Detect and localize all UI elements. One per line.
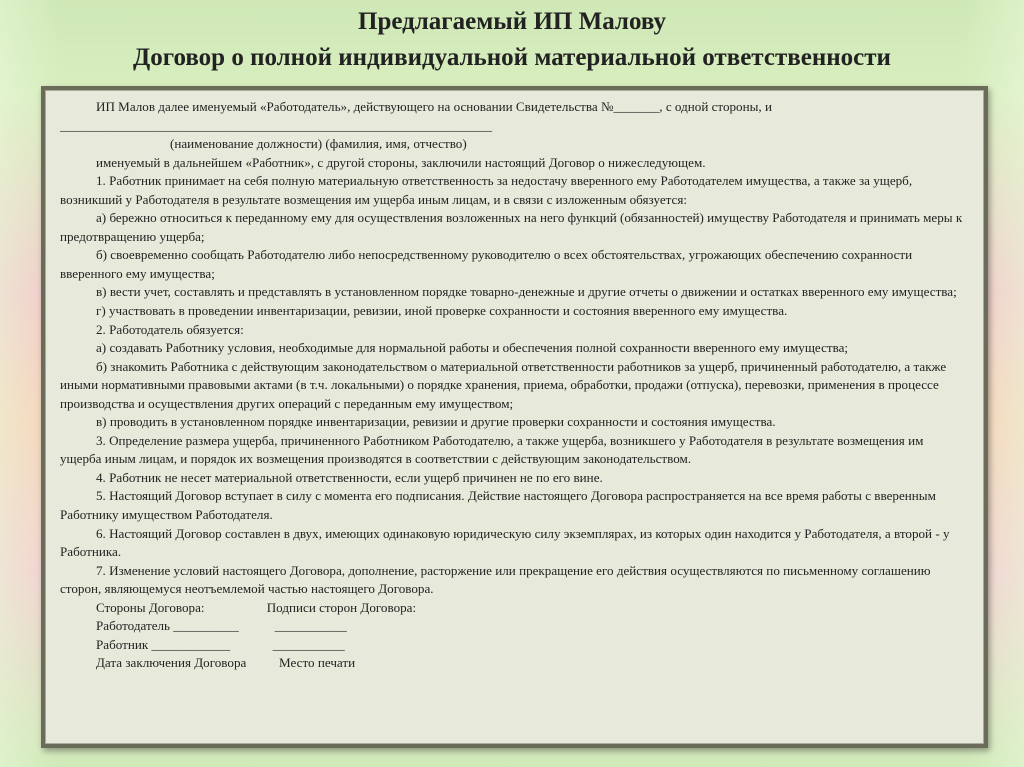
clause-1c: в) вести учет, составлять и представлять в установленном порядке товарно-денежные и другие отчеты о движении и остатках вверенного ему имущества; [96,284,957,300]
clause-1d: г) участвовать в проведении инвентаризации, ревизии, иной проверке сохранности и состояния вверенного ему имущества. [96,303,788,319]
contract-text [45,90,984,744]
clause-1: 1. Работник принимает на себя полную материальную ответственность за недостачу вверенного ему Работодателем имущества, а также за ущерб, возникший у Работодателя в результате возмещения им ущерба иным лицам, и в связи с изложенным обязуется: [60,173,913,207]
clause-1a: а) бережно относиться к переданному ему для осуществления возложенных на него функций (обязанностей) имуществу Работодателя и принимать меры к предотвращению ущерба; [60,210,963,244]
clause-2a: а) создавать Работнику условия, необходимые для нормальной работы и обеспечения полной сохранности вверенного ему имущества; [96,340,849,356]
clause-2b: б) знакомить Работника с действующим законодательством о материальной ответственности работников за ущерб, причиненный работодателю, а также иными нормативными правовыми актами (в т.ч. локальными) о порядке хранения, приема, обработки, продажи (отпуска), перевозки, применения в процессе производства и осуществления других операций с переданным ему имуществом; [60,358,947,411]
clause-3: 3. Определение размера ущерба, причиненного Работником Работодателю, а также ущерба, возникшего у Работодателя в результате возмещения им ущерба иным лицам, и порядок их возмещения производятся в соответствии с действующим законодательством. [60,432,924,467]
clause-7: 7. Изменение условий настоящего Договора, дополнение, расторжение или прекращение его действия осуществляются по письменному соглашению сторон, являющемуся неотъемлемой частью настоящего Договора. [60,562,931,597]
position-caption: (наименование должности) (фамилия, имя, отчество) [170,136,467,152]
signature-employer: Работодатель __________ ___________ [96,618,347,634]
clause-1b: б) своевременно сообщать Работодателю либо непосредственному руководителю о всех обстоятельствах, угрожающих обеспечению сохранности вверенного ему имущества; [60,247,913,281]
clause-2c: в) проводить в установленном порядке инвентаризации, ревизии и другие проверки сохранности и состояния имущества. [96,414,776,430]
worker-line: именуемый в дальнейшем «Работник», с другой стороны, заключили настоящий Договор о нижеследующем. [96,154,706,170]
signature-worker: Работник ____________ ___________ [96,636,345,652]
signature-date-seal: Дата заключения Договора Место печати [96,655,356,671]
document-frame [41,86,988,748]
clause-2: 2. Работодатель обязуется: [96,321,244,337]
clause-5: 5. Настоящий Договор вступает в силу с момента его подписания. Действие настоящего Договора распространяется на все время работы с вверенным Работнику имуществом Работодателя. [60,488,936,523]
clause-6: 6. Настоящий Договор составлен в двух, имеющих одинаковую юридическую силу экземплярах, из которых один находится у Работодателя, а второй - у Работника. [60,525,950,560]
title-line-2: Договор о полной индивидуальной материальной ответственности [133,44,891,71]
clause-4: 4. Работник не несет материальной ответственности, если ущерб причинен не по его вине. [96,469,603,485]
slide-title [0,5,1024,75]
signature-header: Стороны Договора: Подписи сторон Договора: [96,599,417,615]
intro-line: ИП Малов далее именуемый «Работодатель», действующего на основании Свидетельства №_______, с одной стороны, и [96,99,772,114]
blank-line: __________________________________________________________________ [60,117,493,133]
title-line-1: Предлагаемый ИП Малову [358,8,666,35]
